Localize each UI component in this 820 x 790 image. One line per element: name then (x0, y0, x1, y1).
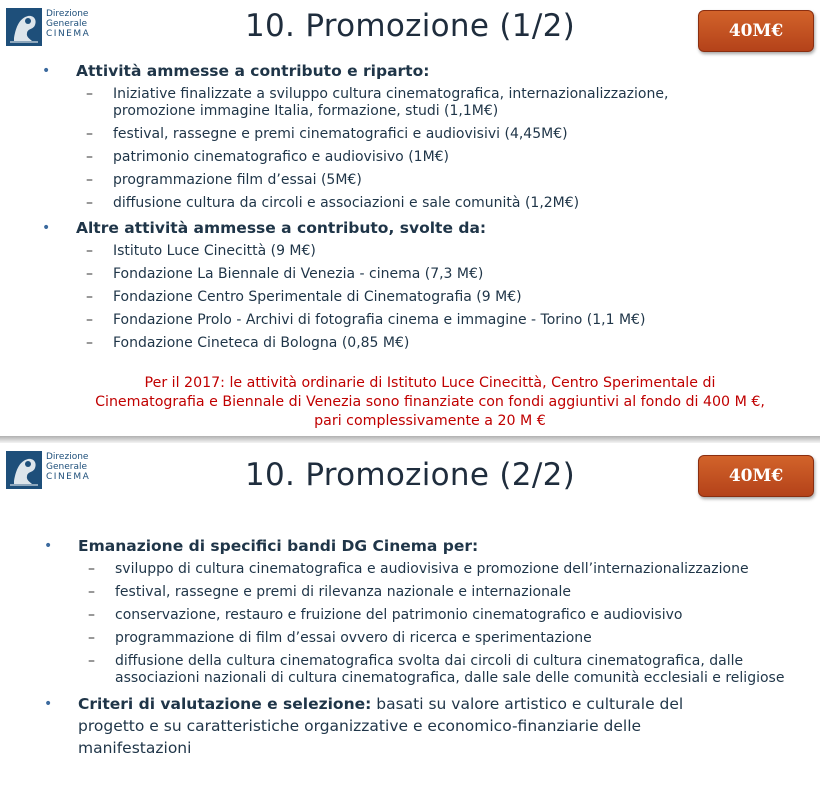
bullet-dot-icon: • (44, 696, 53, 712)
sub-bullet-item (78, 584, 786, 601)
slide-promozione-2 (0, 443, 820, 790)
bullet-item (44, 218, 724, 352)
bullet-list (46, 536, 786, 759)
dash-icon: – (86, 289, 93, 305)
dash-icon: – (86, 266, 93, 282)
criteria-text: basati su valore artistico e culturale del progetto e su caratteristiche organizzative e economico-finanziarie delle manifestazioni (78, 695, 684, 757)
sub-bullet-item (78, 653, 805, 687)
sub-bullet-item (76, 195, 724, 212)
dash-icon: – (88, 653, 95, 669)
logo-line-2: Generale (46, 462, 88, 472)
sub-bullet-text: diffusione cultura da circoli e associazioni e sale comunità (1,2M€) (113, 195, 580, 211)
sub-bullet-item (76, 149, 724, 166)
dash-icon: – (86, 86, 93, 102)
logo-line-1: Direzione (46, 452, 89, 462)
bullet-dot-icon: • (42, 220, 51, 236)
bullet-label: Attività ammesse a contributo e riparto: (76, 62, 430, 80)
sub-bullet-text: conservazione, restauro e fruizione del patrimonio cinematografico e audiovisivo (115, 607, 683, 623)
sub-bullet-list (78, 561, 786, 687)
sub-bullet-text: sviluppo di cultura cinematografica e audiovisiva e promozione dell’internazionalizzazione (115, 561, 749, 577)
sub-bullet-text: patrimonio cinematografico e audiovisivo (1M€) (113, 149, 450, 165)
slide-title: 10. Promozione (1/2) (244, 8, 575, 44)
sub-bullet-item (76, 172, 724, 189)
criteria-label: Criteri di valutazione e selezione: (78, 695, 372, 713)
dash-icon: – (88, 630, 95, 646)
dash-icon: – (88, 607, 95, 623)
slide-divider (0, 436, 820, 443)
logo-line-2: Generale (46, 19, 88, 29)
bullet-label: Emanazione di specifici bandi DG Cinema per: (78, 537, 479, 555)
sub-bullet-item (76, 289, 724, 306)
sub-bullet-text: Fondazione La Biennale di Venezia - cinema (7,3 M€) (113, 266, 484, 282)
sub-bullet-item (76, 335, 724, 352)
sub-bullet-text: festival, rassegne e premi cinematografici e audiovisivi (4,45M€) (113, 126, 568, 142)
sub-bullet-text: programmazione film d’essai (5M€) (113, 172, 362, 188)
bullet-label: Altre attività ammesse a contributo, svolte da: (76, 219, 487, 237)
funding-note: Per il 2017: le attività ordinarie di Istituto Luce Cinecittà, Centro Sperimentale di Cinematografia e Biennale di Venezia sono finanziate con fondi aggiuntivi al fondo di 400 M €, pari complessivamente a 20 M € (95, 375, 765, 429)
dash-icon: – (86, 172, 93, 188)
sub-bullet-item (76, 243, 724, 260)
bullet-list (44, 61, 724, 358)
sub-bullet-item (76, 312, 724, 329)
sub-bullet-item (78, 607, 786, 624)
sub-bullet-text: Fondazione Centro Sperimentale di Cinematografia (9 M€) (113, 289, 522, 305)
logo-line-1: Direzione (46, 9, 89, 19)
sub-bullet-item (76, 266, 724, 283)
slide-title: 10. Promozione (2/2) (244, 457, 575, 493)
sub-bullet-text: Fondazione Prolo - Archivi di fotografia cinema e immagine - Torino (1,1 M€) (113, 312, 646, 328)
dash-icon: – (86, 243, 93, 259)
logo-line-3: CINEMA (46, 29, 91, 39)
sub-bullet-list (76, 86, 724, 212)
dash-icon: – (86, 312, 93, 328)
bullet-dot-icon: • (44, 538, 53, 554)
sub-bullet-text: programmazione di film d’essai ovvero di ricerca e sperimentazione (115, 630, 592, 646)
sub-bullet-list (76, 243, 724, 352)
sub-bullet-text: festival, rassegne e premi di rilevanza nazionale e internazionale (115, 584, 572, 600)
dash-icon: – (88, 561, 95, 577)
sub-bullet-text: Iniziative finalizzate a sviluppo cultura cinematografica, internazionalizzazione, promozione immagine Italia, formazione, studi (1,1M€) (113, 86, 669, 119)
sub-bullet-text: diffusione della cultura cinematografica svolta dai circoli di cultura cinematografica, dalle associazioni nazionali di cultura cinematografica, dalle sale delle comunità ecclesiali e religiose (115, 653, 785, 686)
sub-bullet-item (78, 561, 786, 578)
dash-icon: – (86, 335, 93, 351)
sub-bullet-text: Istituto Luce Cinecittà (9 M€) (113, 243, 316, 259)
dash-icon: – (86, 149, 93, 165)
sub-bullet-item (78, 630, 786, 647)
logo-line-3: CINEMA (46, 472, 91, 482)
bullet-item (46, 693, 738, 759)
sub-bullet-item (76, 126, 724, 143)
bullet-dot-icon: • (42, 63, 51, 79)
budget-badge: 40M€ (698, 10, 814, 52)
dash-icon: – (86, 195, 93, 211)
bullet-item (44, 61, 724, 212)
dash-icon: – (88, 584, 95, 600)
dash-icon: – (86, 126, 93, 142)
bullet-item (46, 536, 786, 687)
sub-bullet-item (76, 86, 723, 120)
budget-badge: 40M€ (698, 455, 814, 497)
sub-bullet-text: Fondazione Cineteca di Bologna (0,85 M€) (113, 335, 410, 351)
